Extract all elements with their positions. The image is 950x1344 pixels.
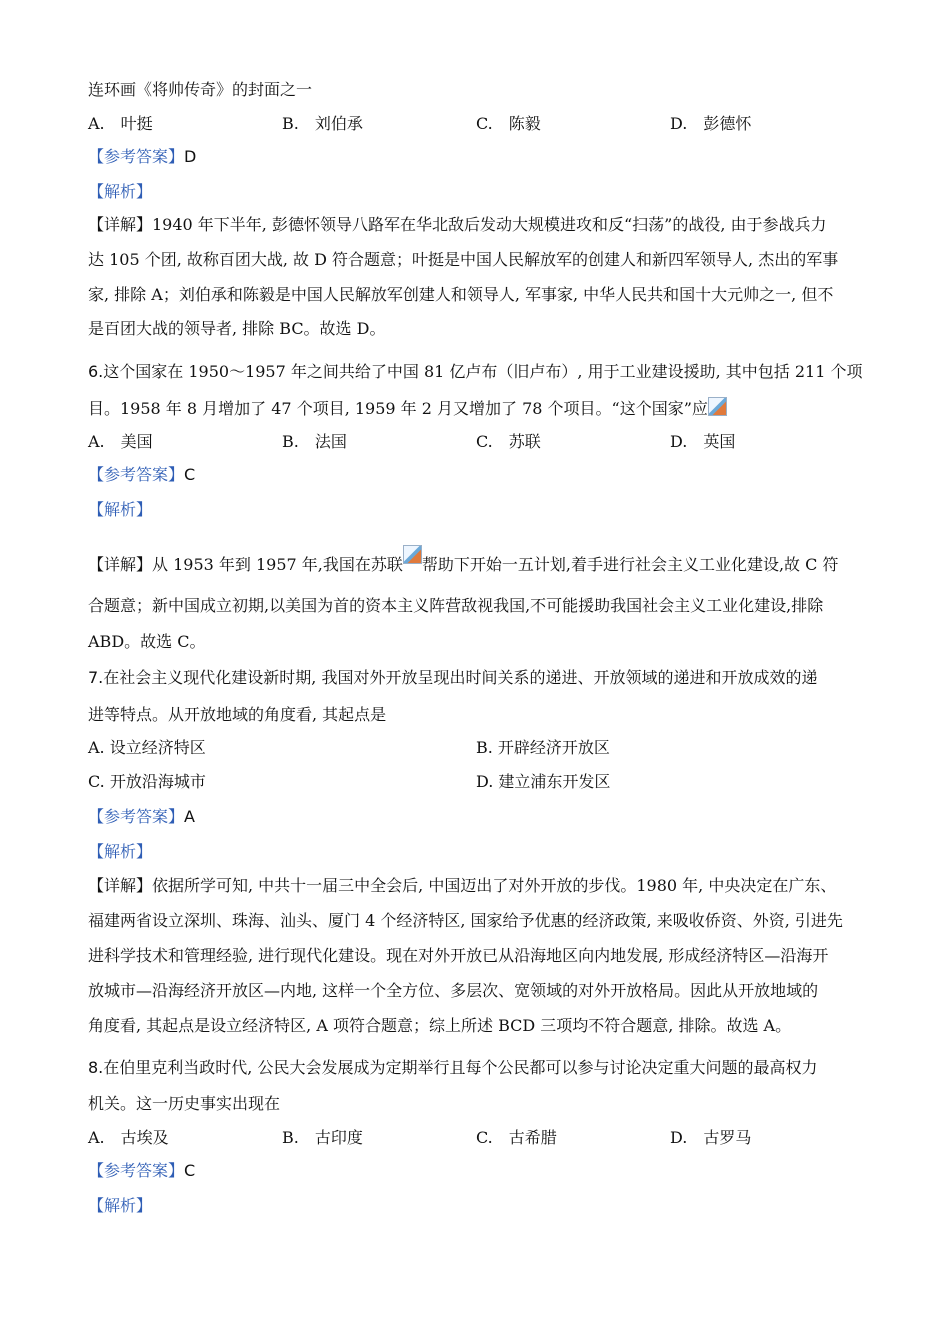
q6-option-b: B. 法国	[282, 432, 347, 451]
q5-option-d: D. 彭德怀	[670, 114, 752, 133]
q7-answer	[88, 807, 195, 827]
q8-answer	[88, 1161, 195, 1181]
q6-detail-text: 【详解】从 1953 年到 1957 年,我国在苏联	[88, 555, 403, 574]
answer-value: D	[184, 147, 197, 166]
q6-option-d: D. 英国	[670, 432, 736, 451]
broken-image-icon	[403, 545, 422, 564]
q5-answer	[88, 147, 196, 167]
q8-analysis-label: 【解析】	[88, 1196, 153, 1215]
q8-stem-line: 机关。这一历史事实出现在	[88, 1094, 281, 1113]
q5-detail-line: 家, 排除 A；刘伯承和陈毅是中国人民解放军创建人和领导人, 军事家, 中华人民共和国十大元帅之一, 但不	[88, 285, 834, 304]
answer-label: 【参考答案】	[88, 1161, 185, 1180]
question-number: 7.	[88, 668, 104, 687]
q7-detail-line: 放城市—沿海经济开放区—内地, 这样一个全方位、多层次、宽领域的对外开放格局。因此从开放地域的	[88, 981, 819, 1000]
answer-value: C	[184, 1161, 196, 1180]
q6-detail-line: 合题意；新中国成立初期,以美国为首的资本主义阵营敌视我国,不可能援助我国社会主义工业化建设,排除	[88, 596, 824, 615]
q7-stem-line	[88, 668, 817, 688]
q6-detail-text: 帮助下开始一五计划,着手进行社会主义工业化建设,故 C 符	[421, 555, 839, 574]
q5-stem-tail: 连环画《将帅传奇》的封面之一	[88, 80, 313, 99]
q8-option-b: B. 古印度	[282, 1128, 363, 1147]
q6-option-a: A. 美国	[88, 432, 153, 451]
answer-label: 【参考答案】	[88, 147, 185, 166]
q6-stem-text: 目。1958 年 8 月增加了 47 个项目, 1959 年 2 月又增加了 78 个项目。“这个国家”应	[88, 399, 708, 418]
q6-option-c: C. 苏联	[476, 432, 541, 451]
q6-stem-text: 这个国家在 1950～1957 年之间共给了中国 81 亿卢布（旧卢布）, 用于工业建设援助, 其中包括 211 个项	[103, 362, 863, 381]
q8-option-d: D. 古罗马	[670, 1128, 752, 1147]
q5-analysis-label: 【解析】	[88, 182, 153, 201]
q5-detail-line: 达 105 个团, 故称百团大战, 故 D 符合题意；叶挺是中国人民解放军的创建人和新四军领导人, 杰出的军事	[88, 250, 839, 269]
q6-stem-line	[88, 362, 862, 382]
q7-option-d: D. 建立浦东开发区	[476, 772, 611, 791]
question-number: 8.	[88, 1058, 104, 1077]
q7-option-b: B. 开辟经济开放区	[476, 738, 610, 757]
q7-detail-line: 【详解】依据所学可知, 中共十一届三中全会后, 中国迈出了对外开放的步伐。1980 年, 中央决定在广东、	[88, 876, 837, 895]
q7-detail-line: 福建两省设立深圳、珠海、汕头、厦门 4 个经济特区, 国家给予优惠的经济政策, 来吸收侨资、外资, 引进先	[88, 911, 843, 930]
answer-value: A	[184, 807, 195, 826]
q6-detail-line	[88, 545, 838, 575]
q7-option-a: A. 设立经济特区	[88, 738, 206, 757]
q5-option-a: A. 叶挺	[88, 114, 153, 133]
answer-label: 【参考答案】	[88, 807, 185, 826]
q5-option-b: B. 刘伯承	[282, 114, 363, 133]
q5-detail-line: 【详解】1940 年下半年, 彭德怀领导八路军在华北敌后发动大规模进攻和反“扫荡”的战役, 由于参战兵力	[88, 215, 827, 234]
q7-analysis-label: 【解析】	[88, 842, 153, 861]
answer-label: 【参考答案】	[88, 465, 185, 484]
q5-detail-line: 是百团大战的领导者, 排除 BC。故选 D。	[88, 319, 386, 338]
q7-stem-line: 进等特点。从开放地域的角度看, 其起点是	[88, 705, 387, 724]
answer-value: C	[184, 465, 196, 484]
q7-detail-line: 角度看, 其起点是设立经济特区, A 项符合题意；综上所述 BCD 三项均不符合题意, 排除。故选 A。	[88, 1016, 792, 1035]
q6-analysis-label: 【解析】	[88, 500, 153, 519]
q6-answer	[88, 465, 195, 485]
q8-stem-text: 在伯里克利当政时代, 公民大会发展成为定期举行且每个公民都可以参与讨论决定重大问题的最高权力	[103, 1058, 818, 1077]
q8-stem-line	[88, 1058, 817, 1078]
q7-stem-text: 在社会主义现代化建设新时期, 我国对外开放呈现出时间关系的递进、开放领域的递进和开放成效的递	[103, 668, 818, 687]
q7-option-c: C. 开放沿海城市	[88, 772, 206, 791]
q6-detail-line: ABD。故选 C。	[88, 632, 206, 651]
q5-option-c: C. 陈毅	[476, 114, 541, 133]
q8-option-c: C. 古希腊	[476, 1128, 557, 1147]
q7-detail-line: 进科学技术和管理经验, 进行现代化建设。现在对外开放已从沿海地区向内地发展, 形成经济特区—沿海开	[88, 946, 829, 965]
broken-image-icon	[708, 397, 727, 416]
q8-option-a: A. 古埃及	[88, 1128, 169, 1147]
q6-stem-line	[88, 397, 727, 419]
question-number: 6.	[88, 362, 104, 381]
